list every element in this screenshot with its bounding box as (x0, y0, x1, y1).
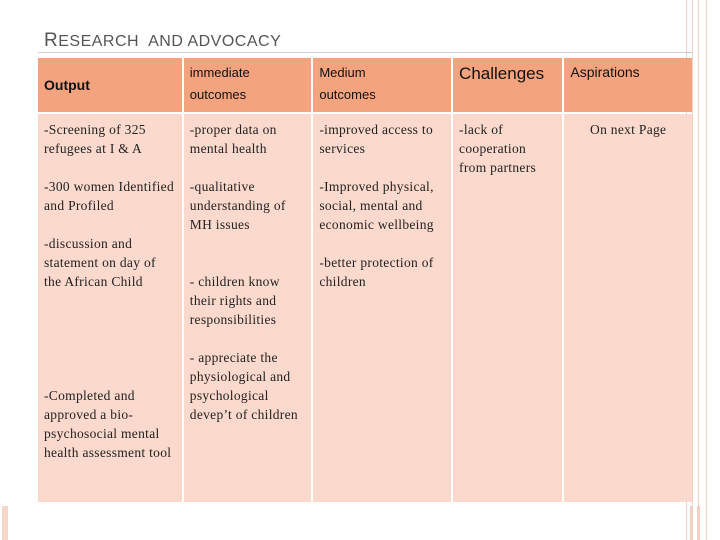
decorative-bottom-bars (0, 502, 720, 540)
immediate-item-mh-understanding: -qualitative understanding of MH issues (189, 179, 286, 232)
immediate-item-mental-health-data: -proper data on mental health (189, 122, 277, 156)
aspiration-item-next-page: On next Page (590, 122, 667, 137)
immediate-item-psych-development: - appreciate the physiological and psychological devep’t of children (189, 350, 298, 422)
challenges-cell (453, 114, 562, 502)
output-cell (38, 114, 182, 502)
table-header-row (38, 58, 692, 112)
output-item-women-profiled: -300 women Identified and Profiled (44, 179, 175, 213)
outcomes-table (36, 56, 694, 504)
medium-item-child-protection: -better protection of children (319, 255, 434, 289)
challenge-item-cooperation: -lack of cooperation from partners (459, 122, 537, 175)
header-immediate-outcomes (184, 58, 312, 112)
output-item-screening: -Screening of 325 refugees at I & A (44, 122, 146, 156)
header-immediate-line2: outcomes (189, 87, 247, 102)
header-output: Output (38, 58, 182, 112)
immediate-item-children-rights: - children know their rights and responsibilities (189, 274, 280, 327)
header-medium-line2: outcomes (319, 87, 376, 102)
medium-item-access-services: -improved access to services (319, 122, 434, 156)
header-aspirations: Aspirations (564, 58, 692, 112)
slide-title (44, 30, 281, 52)
aspirations-cell (564, 114, 692, 502)
immediate-outcomes-cell (184, 114, 312, 502)
medium-outcomes-cell (313, 114, 451, 502)
header-immediate-line1: immediate (189, 65, 250, 80)
output-item-assessment-tool: -Completed and approved a bio-psychosocial mental health assessment tool (44, 388, 172, 460)
header-challenges: Challenges (453, 58, 562, 112)
slide-title-initial: R (44, 30, 59, 51)
table-row (38, 114, 692, 502)
slide-title-rest: ESEARCH AND ADVOCACY (58, 33, 282, 50)
medium-item-wellbeing: -Improved physical, social, mental and economic wellbeing (319, 179, 434, 232)
title-underline (38, 52, 692, 53)
output-item-african-child: -discussion and statement on day of the African Child (44, 236, 156, 289)
header-medium-line1: Medium (319, 65, 366, 80)
header-medium-outcomes (313, 58, 451, 112)
